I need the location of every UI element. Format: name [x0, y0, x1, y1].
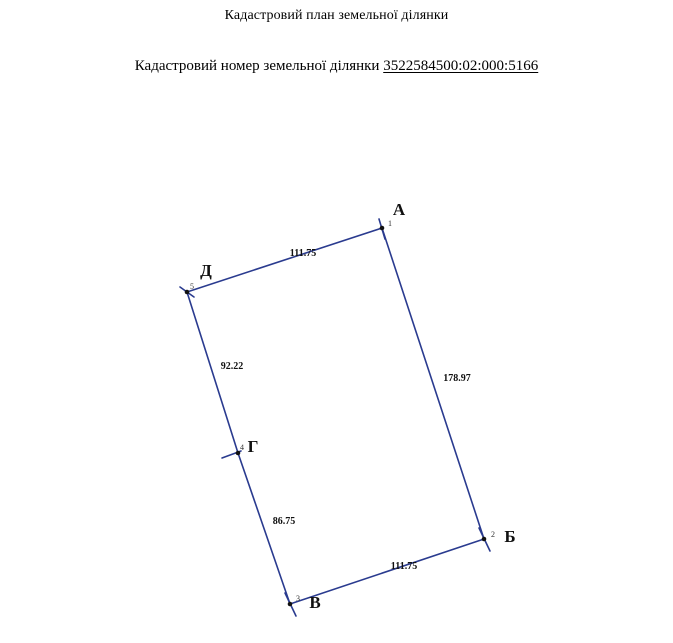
page-title: Кадастровий план земельної ділянки	[224, 8, 449, 23]
vertex-label-b: Б	[504, 527, 516, 546]
vertex-number-5: 5	[190, 282, 194, 291]
vertex-dot-1	[380, 226, 385, 231]
edge-label-bottom: 111.75	[390, 561, 418, 572]
parcel-boundary	[187, 228, 484, 604]
vertex-number-2: 2	[491, 530, 495, 539]
vertex-label-a: А	[392, 200, 406, 219]
vertex-dot-5	[185, 290, 190, 295]
edge-g-d	[187, 292, 238, 453]
edge-label-left-upper: 92.22	[220, 361, 244, 372]
cadastral-number-label: Кадастровий номер земельної ділянки	[134, 58, 380, 74]
vertex-label-d: Д	[200, 261, 212, 280]
edge-v-g	[238, 453, 290, 604]
vertex-number-4: 4	[240, 443, 244, 452]
vertex-number-3: 3	[296, 594, 300, 603]
edge-length-labels	[221, 248, 471, 572]
vertex-nodes	[185, 226, 487, 607]
vertex-dot-2	[482, 537, 487, 542]
vertex-number-1: 1	[388, 219, 392, 228]
cadastral-number-value: 3522584500:02:000:5166	[383, 58, 539, 74]
vertex-label-v: В	[309, 593, 321, 612]
vertex-letters	[200, 200, 515, 612]
vertex-dot-3	[288, 602, 293, 607]
vertex-label-g: Г	[247, 437, 259, 456]
edge-label-top: 111.75	[289, 248, 317, 259]
edge-d-a	[187, 228, 382, 292]
edge-label-right: 178.97	[443, 373, 471, 384]
edge-label-left-lower: 86.75	[272, 516, 296, 527]
